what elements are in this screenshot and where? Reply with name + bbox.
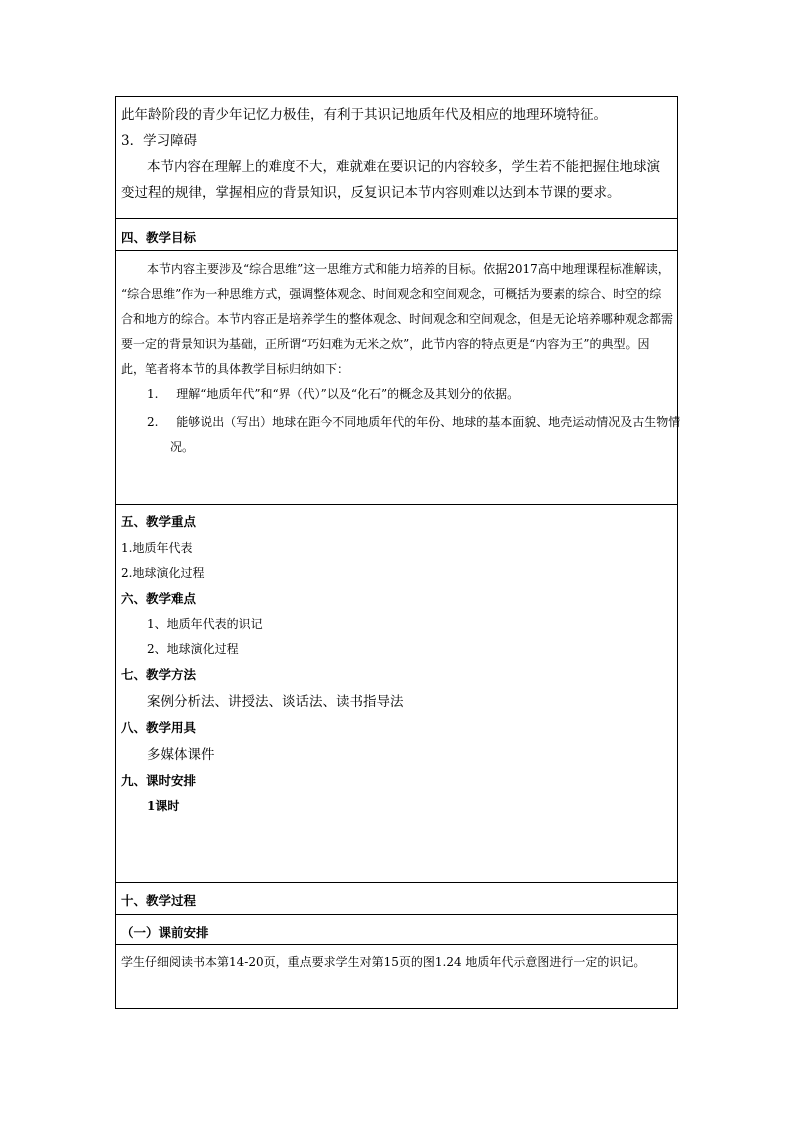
schedule-text: 1课时	[147, 799, 180, 813]
goal-number: 1.	[147, 387, 159, 401]
methods-heading: 七、教学方法	[121, 667, 197, 682]
key-points-cell	[116, 505, 677, 883]
difficulties-heading: 六、教学难点	[121, 591, 197, 606]
goals-line: 要一定的背景知识为基础，正所谓“巧妇难为无米之炊”，此节内容的特点更是“内容为王”的典型。因	[121, 337, 650, 351]
pre-class-heading-cell	[116, 915, 677, 945]
pre-class-heading: （一）课前安排	[121, 925, 209, 940]
goals-line: “综合思维”作为一种思维方式，强调整体观念、时间观念和空间观念，可概括为要素的综合、时空的综	[121, 287, 662, 301]
key-point-item: 1.地质年代表	[121, 541, 193, 555]
goal-text-continued: 况。	[170, 440, 195, 454]
goal-item-1	[147, 385, 708, 402]
key-point-item: 2.地球演化过程	[121, 566, 205, 580]
goal-number: 2.	[147, 415, 159, 429]
goals-heading: 四、教学目标	[121, 230, 197, 245]
learner-analysis-cell	[116, 97, 677, 219]
obstacles-para-line1: 本节内容在理解上的难度不大，难就难在要识记的内容较多，学生若不能把握住地球演	[147, 159, 660, 175]
goals-line: 合和地方的综合。本节内容正是培养学生的整体观念、时间观念和空间观念，但是无论培养哪种观念都需	[121, 312, 674, 326]
lesson-plan-table	[115, 96, 681, 1009]
goals-body-cell	[116, 251, 681, 505]
goals-line: 本节内容主要涉及“综合思维”这一思维方式和能力培养的目标。依据2017高中地理课程标准解读，	[147, 262, 670, 276]
difficulty-item: 1、地质年代表的识记	[147, 617, 263, 631]
schedule-heading: 九、课时安排	[121, 773, 197, 788]
goal-text: 理解“地质年代”和“界（代）”以及“化石”的概念及其划分的依据。	[176, 387, 520, 401]
pre-class-text: 学生仔细阅读书本第14-20页，重点要求学生对第15页的图1.24 地质年代示意图进行一定的识记。	[121, 955, 646, 969]
goal-text: 能够说出（写出）地球在距今不同地质年代的年份、地球的基本面貌、地壳运动情况及古生物情	[176, 415, 681, 429]
goals-line: 此，笔者将本节的具体教学目标归纳如下：	[121, 362, 350, 376]
key-points-heading: 五、教学重点	[121, 514, 197, 529]
process-heading-cell	[116, 883, 677, 915]
goals-heading-cell	[116, 219, 677, 251]
goal-item-2	[147, 413, 708, 430]
tools-text: 多媒体课件	[147, 747, 215, 763]
obstacles-para-line2: 变过程的规律，掌握相应的背景知识，反复识记本节内容则难以达到本节课的要求。	[121, 185, 621, 201]
difficulty-item: 2、地球演化过程	[147, 642, 239, 656]
methods-text: 案例分析法、讲授法、谈话法、读书指导法	[147, 694, 404, 710]
tools-heading: 八、教学用具	[121, 720, 197, 735]
pre-class-body-cell	[116, 945, 677, 1008]
process-heading: 十、教学过程	[121, 893, 197, 908]
learning-obstacles-heading: 3．学习障碍	[121, 133, 198, 149]
memory-line: 此年龄阶段的青少年记忆力极佳，有利于其识记地质年代及相应的地理环境特征。	[121, 107, 607, 123]
